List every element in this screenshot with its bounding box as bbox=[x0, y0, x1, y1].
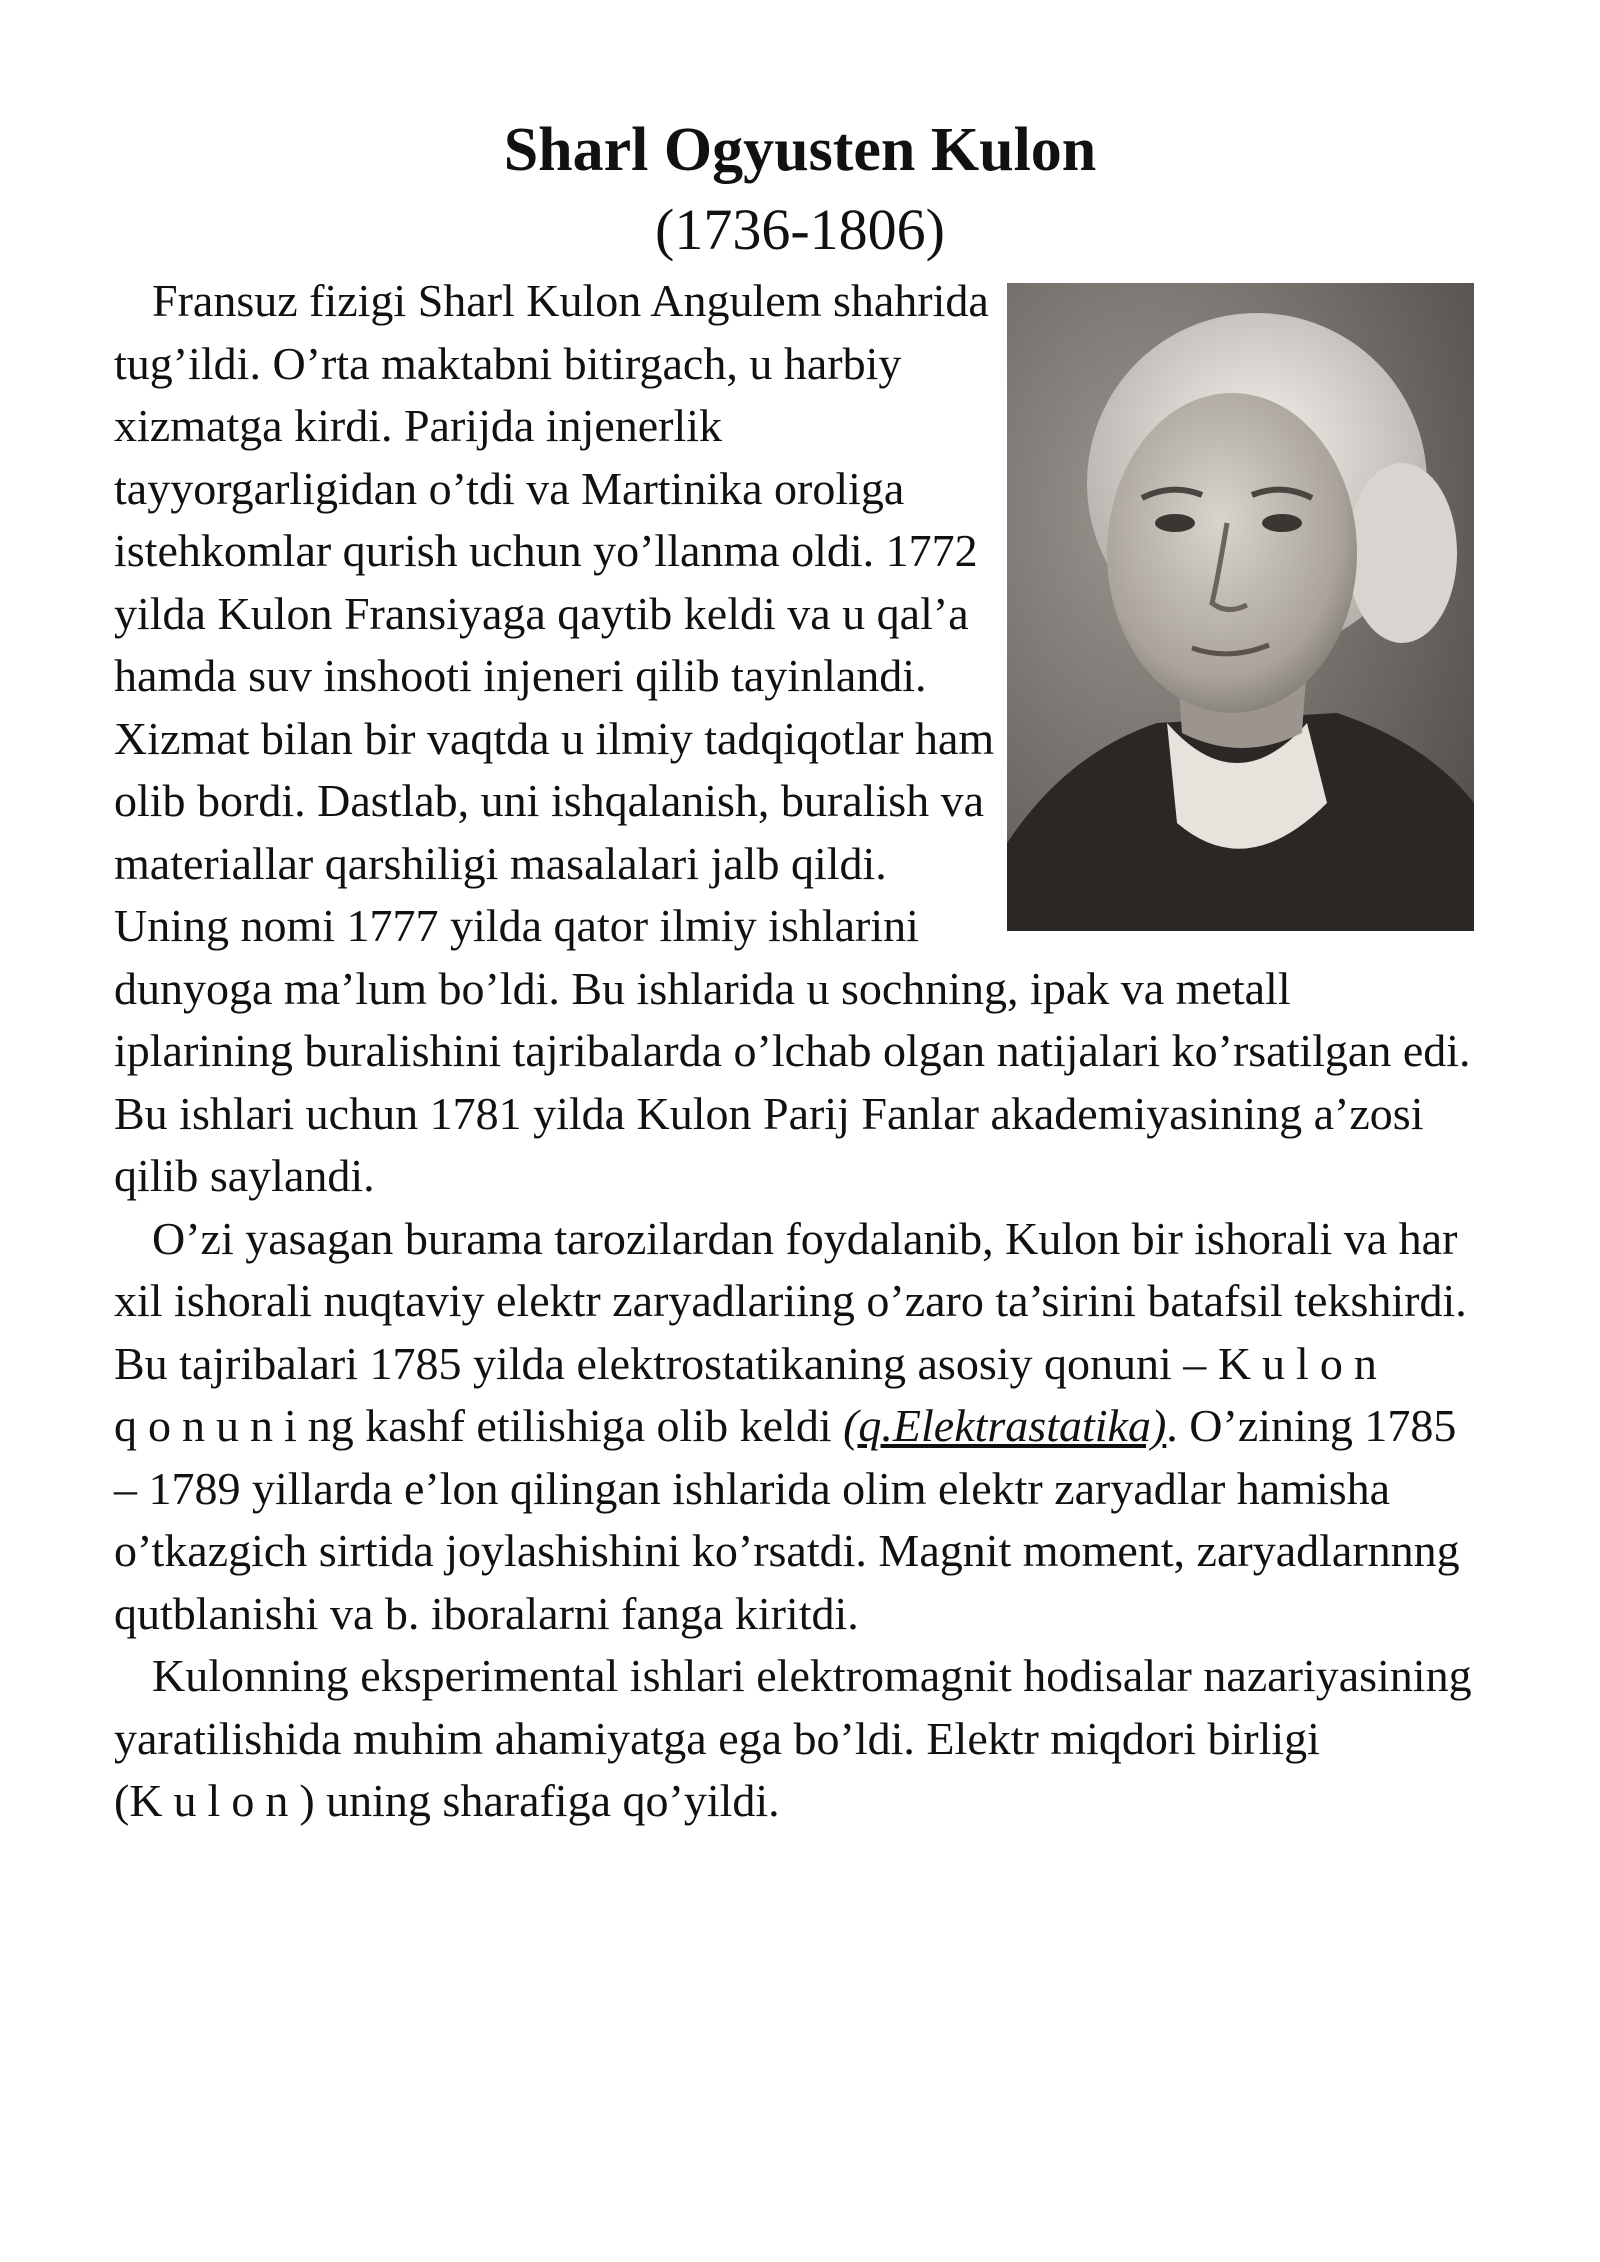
paragraph-coulomb-law bbox=[114, 1208, 1474, 1646]
paragraph-2-text-c: . O’zining 1785 – 1789 yillarda e’lon qilingan ishlarida olim elektr zaryadlar hamisha o’tkazgich sirtida joylashishini ko’rsatdi. Magnit moment, zaryadlarnnng qutblanishi va b. iboralarni fanga kiritdi. bbox=[114, 1400, 1460, 1639]
paragraph-legacy bbox=[114, 1645, 1474, 1833]
paragraph-1-text: Fransuz fizigi Sharl Kulon Angulem shahrida tug’ildi. O’rta maktabni bitirgach, u harbiy xizmatga kirdi. Parijda injenerlik tayyorgarligidan o’tdi va Martinika oroliga istehkomlar qurish uchun yo’llanma oldi. 1772 yilda Kulon Fransiyaga qaytib keldi va u qal’a hamda suv inshooti injeneri qilib tayinlandi. Xizmat bilan bir vaqtda u ilmiy tadqiqotlar ham olib bordi. Dastlab, uni ishqalanish, buralish va materiallar qarshiligi masalalari jalb qildi. Uning nomi 1777 yilda qator ilmiy ishlarini dunyoga ma’lum bo’ldi. Bu ishlarida u sochning, ipak va metall iplarining buralishini tajribalarda o’lchab olgan natijalari ko’rsatilgan edi. Bu ishlari uchun 1781 yilda Kulon Parij Fanlar akademiyasining a’zosi qilib saylandi. bbox=[114, 275, 1471, 1201]
paragraph-2-text-a: O’zi yasagan burama tarozilardan foydalanib, Kulon bir ishorali va har xil ishorali nuqtaviy elektr zaryadlariing o’zaro ta’sirini batafsil tekshirdi. Bu tajribalari 1785 yilda elektrostatikaning asosiy qonuni – bbox=[114, 1212, 1467, 1389]
portrait-illustration bbox=[1007, 283, 1474, 931]
paragraph-3-text-a: Kulonning eksperimental ishlari elektromagnit hodisalar nazariyasining yaratilishida muhim ahamiyatga ega bo’ldi. Elektr miqdori birligi ( bbox=[114, 1650, 1472, 1826]
coulomb-law-term: Kulon qonuni bbox=[114, 1337, 1388, 1451]
portrait-photo bbox=[1007, 283, 1474, 931]
article-body bbox=[114, 270, 1474, 1833]
coulomb-unit-term: Kulon bbox=[129, 1775, 300, 1826]
paragraph-3-text-b: ) uning sharafiga qo’yildi. bbox=[299, 1775, 780, 1826]
paragraph-2-text-b: ng kashf etilishiga olib keldi bbox=[307, 1400, 844, 1451]
life-years: (1736-1806) bbox=[655, 197, 945, 262]
electrostatics-reference-link[interactable]: (q.Elektrastatika) bbox=[843, 1400, 1167, 1451]
page-title: Sharl Ogyusten Kulon bbox=[503, 116, 1097, 184]
